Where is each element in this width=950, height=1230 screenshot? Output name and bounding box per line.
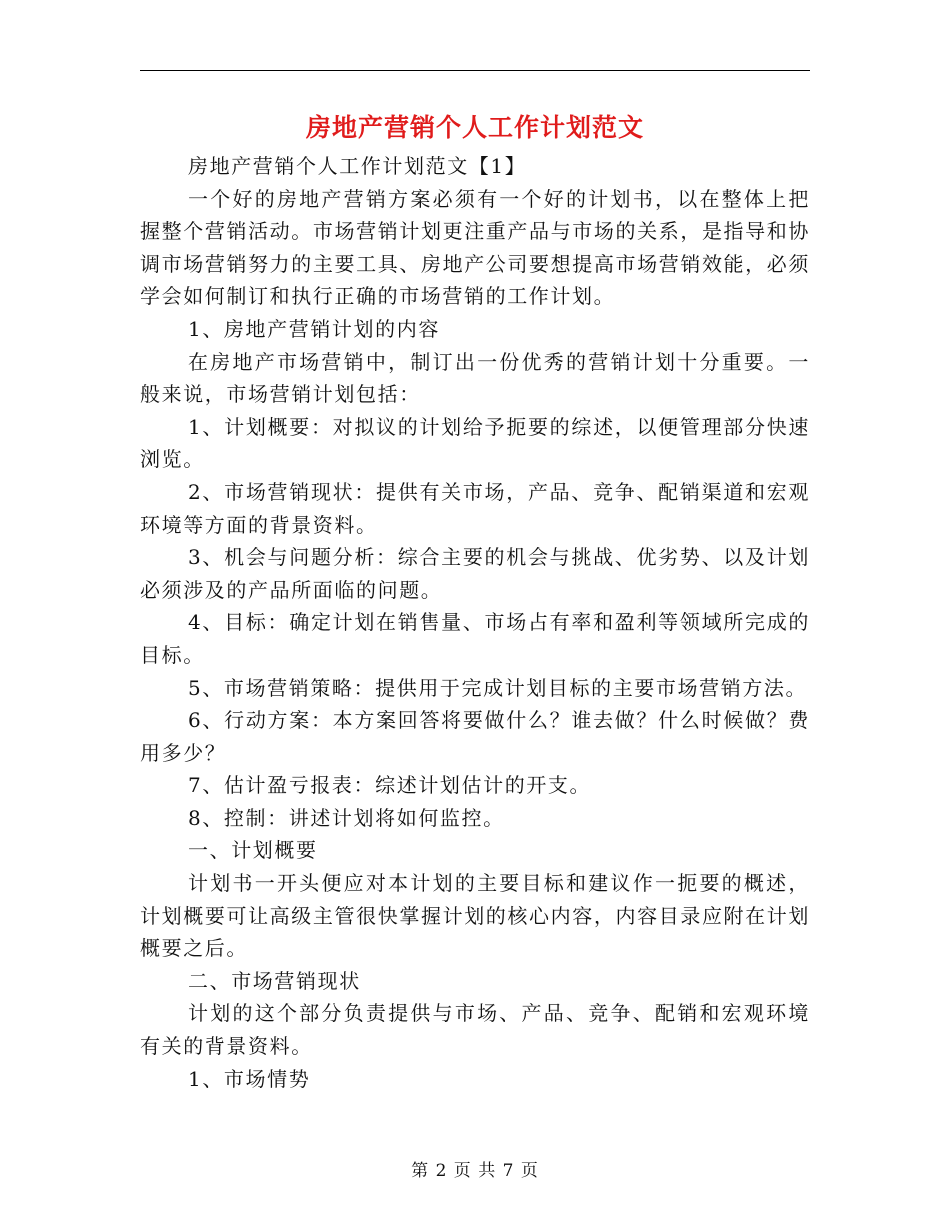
section-heading: 二、市场营销现状 xyxy=(188,968,361,993)
list-item: 6、行动方案：本方案回答将要做什么？谁去做？什么时候做？费用多少？ xyxy=(140,708,810,765)
header-rule xyxy=(140,70,810,71)
paragraph: 计划的这个部分负责提供与市场、产品、竞争、配销和宏观环境有关的背景资料。 xyxy=(140,1001,810,1059)
document-title: 房地产营销个人工作计划范文 xyxy=(305,113,644,142)
paragraph: 房地产营销个人工作计划范文【1】 xyxy=(188,154,527,178)
list-item: 2、市场营销现状：提供有关市场，产品、竞争、配销渠道和宏观环境等方面的背景资料。 xyxy=(140,479,810,537)
list-item: 8、控制：讲述计划将如何监控。 xyxy=(188,805,505,830)
section-heading: 1、房地产营销计划的内容 xyxy=(188,316,440,341)
page-number-text: 第 2 页 共 7 页 xyxy=(411,1161,539,1181)
list-item: 3、机会与问题分析：综合主要的机会与挑战、优劣势、以及计划必须涉及的产品所面临的问题。 xyxy=(140,545,810,602)
section-heading: 1、市场情势 xyxy=(188,1066,311,1091)
paragraph: 在房地产市场营销中，制订出一份优秀的营销计划十分重要。一般来说，市场营销计划包括： xyxy=(140,349,810,407)
paragraph: 一个好的房地产营销方案必须有一个好的计划书，以在整体上把握整个营销活动。市场营销计划更注重产品与市场的关系，是指导和协调市场营销努力的主要工具、房地产公司要想提高市场营销效能，必须学会如何制订和执行正确的市场营销的工作计划。 xyxy=(140,186,810,309)
page-number-footer xyxy=(0,1156,950,1181)
list-item: 5、市场营销策略：提供用于完成计划目标的主要市场营销方法。 xyxy=(188,675,808,700)
section-heading: 一、计划概要 xyxy=(188,838,318,863)
list-item: 7、估计盈亏报表：综述计划估计的开支。 xyxy=(188,773,592,798)
list-item: 4、目标：确定计划在销售量、市场占有率和盈利等领域所完成的目标。 xyxy=(140,610,810,667)
paragraph: 计划书一开头便应对本计划的主要目标和建议作一扼要的概述，计划概要可让高级主管很快掌握计划的核心内容，内容目录应附在计划概要之后。 xyxy=(140,871,810,961)
document-body xyxy=(140,150,810,1095)
list-item: 1、计划概要：对拟议的计划给予扼要的综述，以便管理部分快速浏览。 xyxy=(140,414,810,472)
